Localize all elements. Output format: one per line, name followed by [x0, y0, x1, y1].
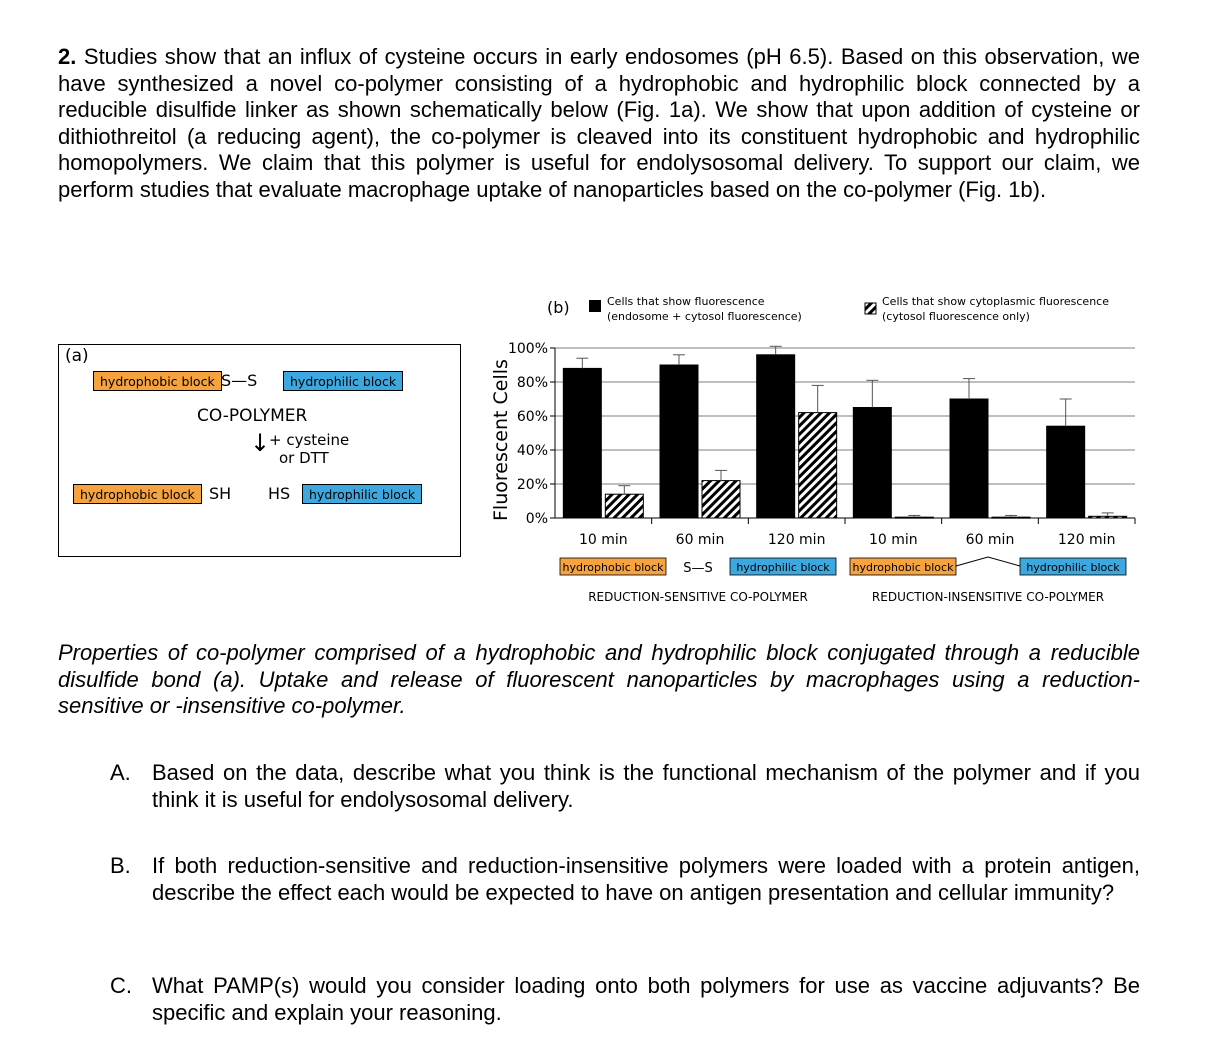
bar-cytosol-fluorescence	[1089, 516, 1127, 518]
bar-cytosol-fluorescence	[702, 481, 740, 518]
question-b-text: If both reduction-sensitive and reduction-insensitive polymers were loaded with a protein antigen, describe the effect each would be expected to have on antigen presentation and cellular immunity?	[152, 853, 1140, 905]
group-hydrophobic-label: hydrophobic block	[852, 561, 954, 574]
figure-a-label: (a)	[65, 346, 89, 366]
question-b-letter: B.	[110, 853, 131, 878]
x-tick-label: 120 min	[1057, 532, 1116, 548]
group-hydrophilic-label: hydrophilic block	[1026, 561, 1120, 574]
bar-total-fluorescence	[1047, 426, 1085, 518]
x-tick-label: 10 min	[578, 532, 628, 548]
group-label: REDUCTION-SENSITIVE CO-POLYMER	[588, 590, 808, 604]
question-intro	[58, 44, 1140, 203]
group-label: REDUCTION-INSENSITIVE CO-POLYMER	[871, 590, 1105, 604]
y-tick-label: 40%	[516, 443, 548, 459]
question-a-letter: A.	[110, 760, 131, 785]
bar-total-fluorescence	[853, 408, 891, 519]
legend-hatched-line1: Cells that show cytoplasmic fluorescence	[882, 295, 1109, 308]
copolymer-label: CO-POLYMER	[197, 406, 308, 426]
group-linker: S—S	[683, 561, 713, 576]
thiol-right: HS	[268, 484, 291, 503]
x-tick-label: 120 min	[767, 532, 826, 548]
y-tick-label: 20%	[516, 477, 548, 493]
x-tick-label: 60 min	[965, 532, 1015, 548]
down-arrow-icon: ↓	[250, 429, 271, 457]
figure-caption: Properties of co-polymer comprised of a hydrophobic and hydrophilic block conjugated through a reducible disulfide bond (a). Uptake and release of fluorescent nanoparticles by macrophages using a reduction-sensitive or -insensitive co-polymer.	[58, 640, 1140, 718]
reagent-line-2: or DTT	[279, 449, 329, 467]
bar-cytosol-fluorescence	[605, 494, 643, 518]
y-tick-label: 80%	[516, 375, 548, 391]
bar-cytosol-fluorescence	[799, 413, 837, 518]
figure-b-chart	[480, 285, 1145, 615]
bar-total-fluorescence	[660, 365, 698, 518]
y-tick-label: 100%	[507, 341, 548, 357]
question-b	[110, 853, 1140, 906]
legend-solid-line1: Cells that show fluorescence	[607, 295, 765, 308]
figure-b-label: (b)	[547, 298, 570, 317]
disulfide-linker: S—S	[221, 371, 258, 390]
y-tick-label: 60%	[516, 409, 548, 425]
question-c-letter: C.	[110, 973, 132, 998]
group-linker-bond	[956, 557, 1020, 566]
question-c-text: What PAMP(s) would you consider loading onto both polymers for use as vaccine adjuvants? Be specific and explain your reasoning.	[152, 973, 1140, 1025]
bar-total-fluorescence	[757, 355, 795, 518]
copolymer-hydrophilic-block: hydrophilic block	[283, 371, 403, 391]
group-hydrophobic-label: hydrophobic block	[562, 561, 664, 574]
legend-solid-line2: (endosome + cytosol fluorescence)	[607, 310, 802, 323]
group-labels	[560, 557, 1126, 604]
legend-hatched-swatch	[865, 303, 876, 314]
y-tick-label: 0%	[525, 511, 548, 527]
reagent-line-1: + cysteine	[269, 431, 350, 449]
legend-hatched-line2: (cytosol fluorescence only)	[882, 310, 1030, 323]
bar-cytosol-fluorescence	[992, 517, 1030, 518]
question-a-text: Based on the data, describe what you think is the functional mechanism of the polymer and if you think it is useful for endolysosomal delivery.	[152, 760, 1140, 812]
cleaved-hydrophobic-block: hydrophobic block	[73, 484, 202, 504]
cleaved-hydrophilic-block: hydrophilic block	[302, 484, 422, 504]
y-axis-label: Fluorescent Cells	[490, 359, 512, 521]
x-tick-label: 60 min	[675, 532, 725, 548]
copolymer-hydrophobic-block: hydrophobic block	[93, 371, 222, 391]
thiol-left: SH	[209, 484, 232, 503]
bar-total-fluorescence	[950, 399, 988, 518]
question-a	[110, 760, 1140, 813]
plot-area	[508, 341, 1135, 527]
question-c	[110, 973, 1140, 1026]
group-hydrophilic-label: hydrophilic block	[736, 561, 830, 574]
bar-cytosol-fluorescence	[895, 517, 933, 518]
legend-solid-swatch	[589, 300, 601, 312]
x-axis-labels	[579, 532, 1115, 548]
bar-total-fluorescence	[563, 368, 601, 518]
question-number: 2.	[58, 44, 77, 69]
intro-text: Studies show that an influx of cysteine occurs in early endosomes (pH 6.5). Based on this observation, we have synthesized a novel co-polymer consisting of a hydrophobic and hydrophilic block connected by a reducible disulfide linker as shown schematically below (Fig. 1a). We show that upon addition of cysteine or dithiothreitol (a reducing agent), the co-polymer is cleaved into its constituent hydrophobic and hydrophilic homopolymers. We claim that this polymer is useful for endolysosomal delivery. To support our claim, we perform studies that evaluate macrophage uptake of nanoparticles based on the co-polymer (Fig. 1b).	[58, 44, 1140, 202]
x-tick-label: 10 min	[868, 532, 918, 548]
figure-a-panel	[58, 344, 461, 557]
